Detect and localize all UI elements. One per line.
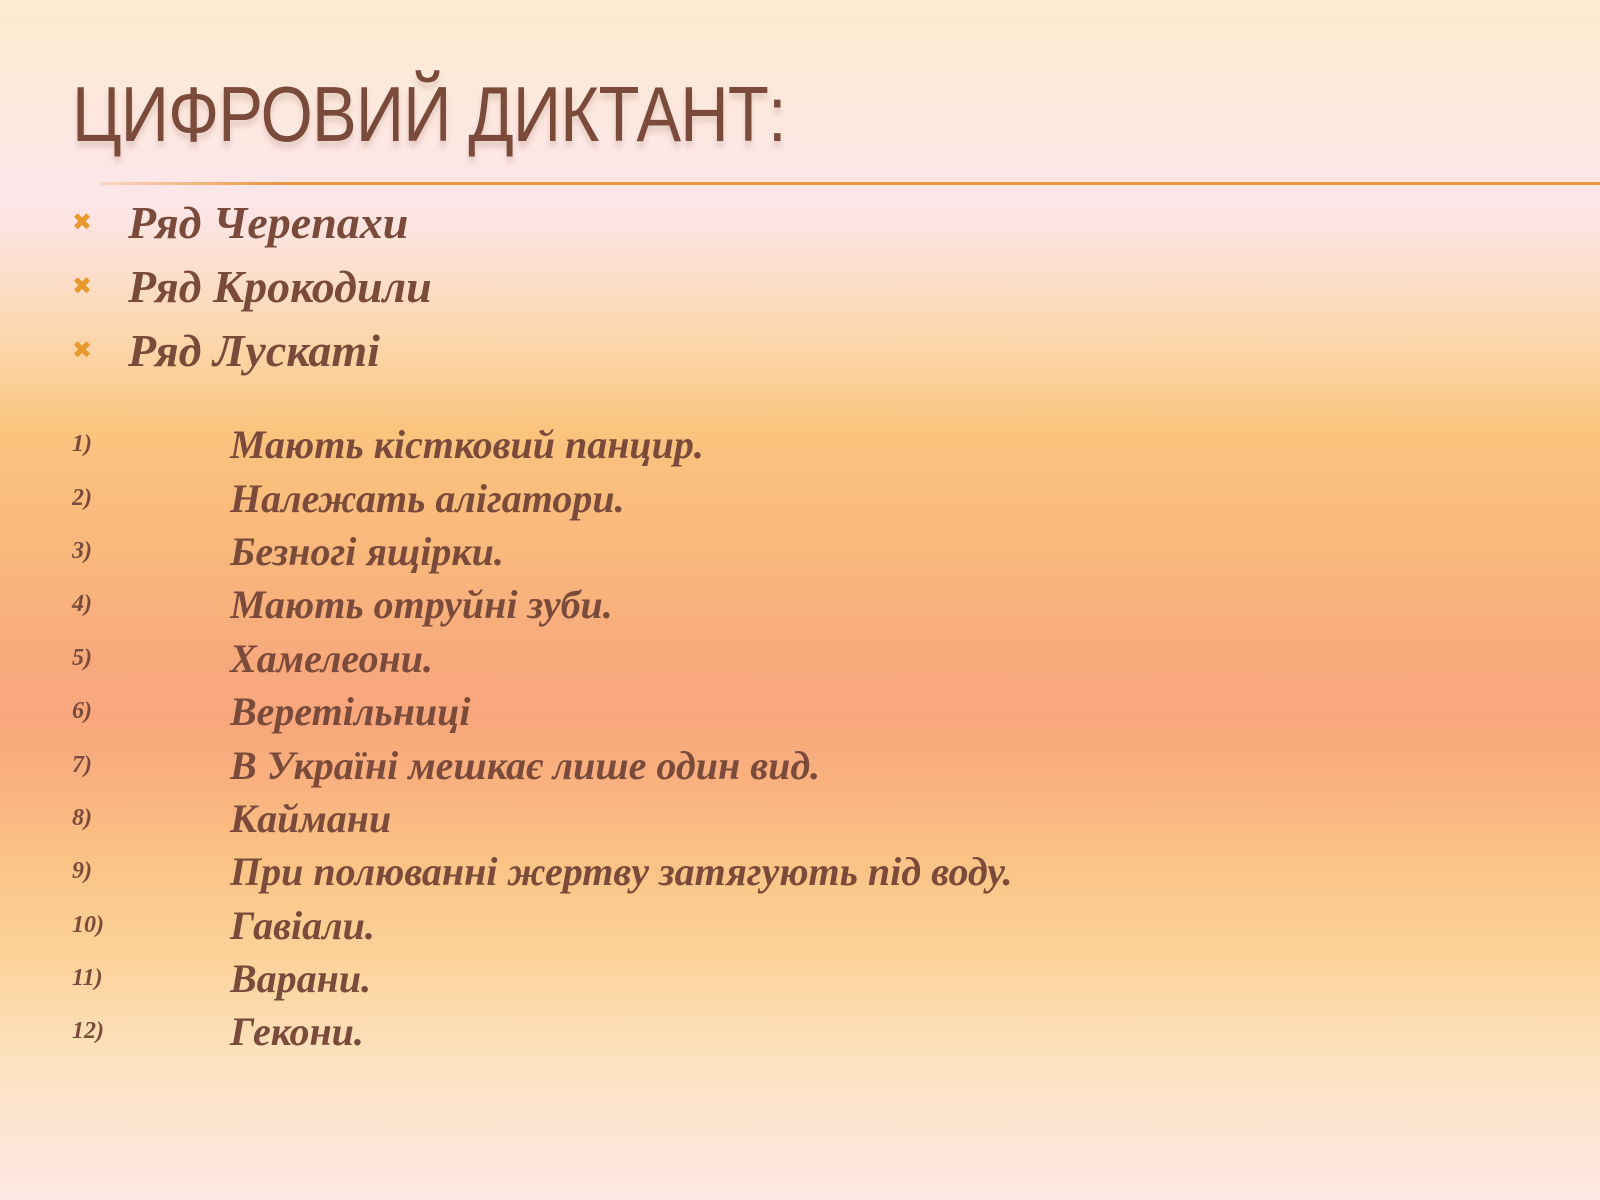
- cross-bullet-icon: ✖: [72, 208, 93, 236]
- item-text: Належать алігатори.: [230, 475, 625, 521]
- bullet-text: Ряд Крокодили: [128, 260, 432, 312]
- list-item: [72, 952, 1012, 1005]
- item-number: 7): [72, 751, 92, 778]
- list-item: [72, 1005, 1012, 1058]
- bullet-item-turtles: [72, 190, 432, 254]
- bullet-item-squamata: [72, 318, 432, 382]
- item-text: Веретільниці: [230, 689, 471, 735]
- item-text: Гавіали.: [230, 902, 375, 948]
- item-text: В Україні мешкає лише один вид.: [230, 742, 821, 788]
- list-item: [72, 525, 1012, 578]
- list-item: [72, 471, 1012, 524]
- item-number: 9): [72, 858, 92, 885]
- cross-bullet-icon: ✖: [72, 336, 93, 364]
- list-item: [72, 685, 1012, 738]
- list-item: [72, 899, 1012, 952]
- order-list: [72, 190, 432, 382]
- item-number: 10): [72, 911, 104, 938]
- item-text: При полюванні жертву затягують під воду.: [230, 849, 1013, 895]
- list-item: [72, 578, 1012, 631]
- item-text: Хамелеони.: [230, 635, 434, 681]
- list-item: [72, 632, 1012, 685]
- list-item: [72, 738, 1012, 791]
- item-number: 11): [72, 965, 103, 992]
- item-number: 6): [72, 698, 92, 725]
- list-item: [72, 845, 1012, 898]
- item-number: 3): [72, 537, 92, 564]
- item-number: 5): [72, 644, 92, 671]
- item-text: Варани.: [230, 956, 372, 1002]
- item-text: Мають кістковий панцир.: [230, 422, 704, 468]
- item-text: Безногі ящірки.: [230, 528, 504, 574]
- list-item: [72, 418, 1012, 471]
- item-number: 1): [72, 431, 92, 458]
- item-text: Каймани: [230, 795, 392, 841]
- item-number: 2): [72, 484, 92, 511]
- slide-title: ЦИФРОВИЙ ДИКТАНТ:: [72, 70, 786, 158]
- bullet-item-crocodiles: [72, 254, 432, 318]
- item-number: 12): [72, 1018, 104, 1045]
- item-text: Мають отруйні зуби.: [230, 582, 613, 628]
- item-number: 4): [72, 591, 92, 618]
- cross-bullet-icon: ✖: [72, 272, 93, 300]
- bullet-text: Ряд Черепахи: [128, 196, 409, 248]
- item-number: 8): [72, 804, 92, 831]
- list-item: [72, 792, 1012, 845]
- bullet-text: Ряд Лускаті: [128, 324, 380, 376]
- dictation-list: [72, 418, 1012, 1059]
- title-divider: [100, 182, 1600, 185]
- item-text: Гекони.: [230, 1009, 364, 1055]
